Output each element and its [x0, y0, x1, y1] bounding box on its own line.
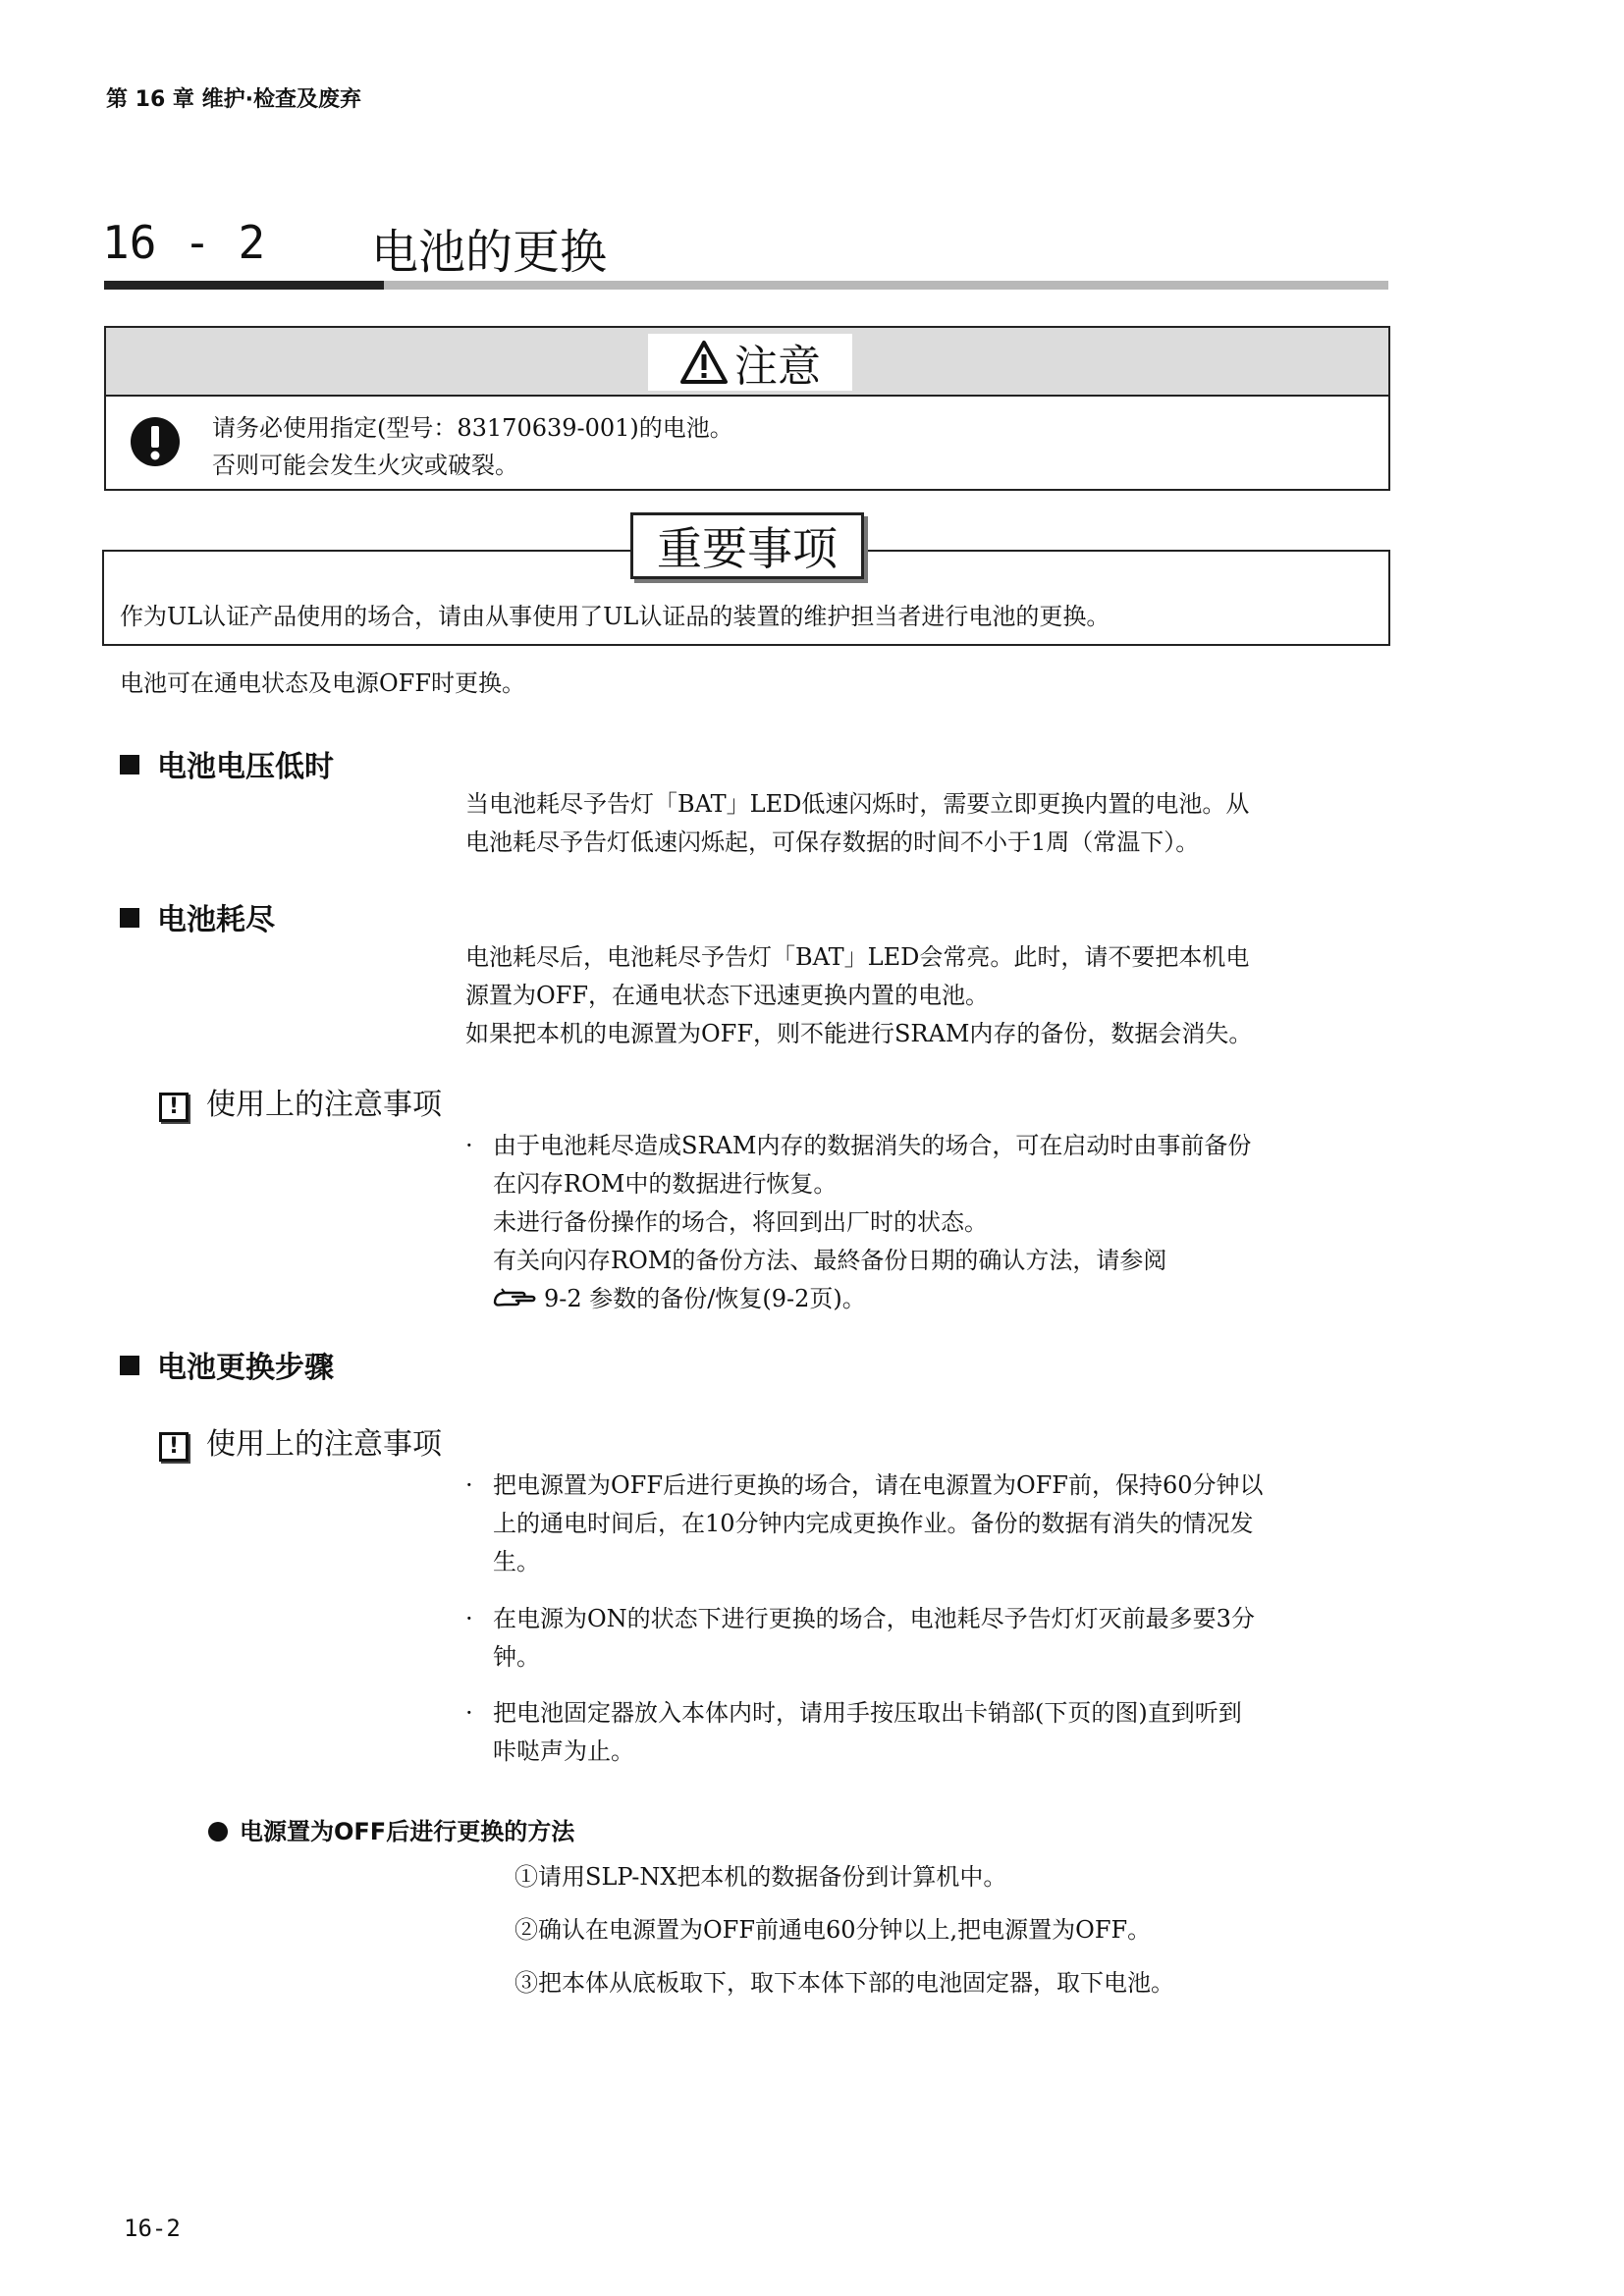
exclamation-box-icon: !	[159, 1093, 189, 1122]
heading-low-voltage-text: 电池电压低时	[157, 750, 334, 784]
bullet-dot: ·	[465, 1132, 473, 1159]
note-heading-text: 使用上的注意事项	[206, 1427, 442, 1462]
heading-low-voltage	[120, 742, 334, 785]
square-bullet-icon	[120, 755, 139, 774]
note1-bullet	[465, 1127, 1388, 1323]
note2-item-1-text	[493, 1467, 1377, 1581]
note2-line: 上的通电时间后，在10分钟内完成更换作业。备份的数据有消失的情况发	[493, 1510, 1254, 1537]
note1-line: 在闪存ROM中的数据进行恢复。	[493, 1170, 838, 1198]
important-label-box	[630, 512, 864, 579]
caution-text-line-1: 请务必使用指定(型号：83170639-001)的电池。	[212, 414, 733, 442]
note2-line: 生。	[493, 1548, 540, 1575]
title-rule-dark	[104, 281, 384, 290]
round-bullet-icon	[208, 1822, 228, 1842]
warning-triangle-icon	[679, 340, 729, 385]
caution-label-wrap	[648, 334, 852, 391]
title-rule-light	[384, 281, 1388, 290]
note-heading-1	[159, 1080, 442, 1123]
chapter-header: 第 16 章 维护·检查及废弃	[106, 87, 361, 112]
note1-text	[493, 1127, 1377, 1318]
note2-line: 把电源置为OFF后进行更换的场合，请在电源置为OFF前，保持60分钟以	[493, 1471, 1264, 1499]
square-bullet-icon	[120, 1356, 139, 1375]
note2-line: 把电池固定器放入本体内时，请用手按压取出卡销部(下页的图)直到听到	[493, 1699, 1242, 1727]
section-number: 16 - 2	[102, 216, 266, 269]
low-voltage-line: 电池耗尽予告灯低速闪烁起，可保存数据的时间不小于1周（常温下）。	[465, 828, 1200, 856]
note2-line: 在电源为ON的状态下进行更换的场合，电池耗尽予告灯灯灭前最多要3分	[493, 1605, 1255, 1632]
caution-body	[106, 397, 1388, 489]
square-bullet-icon	[120, 908, 139, 928]
caution-box	[104, 326, 1390, 491]
note2-bullet-1	[465, 1467, 1388, 1584]
low-voltage-line: 当电池耗尽予告灯「BAT」LED低速闪烁时，需要立即更换内置的电池。从	[465, 790, 1250, 818]
note2-bullet-2	[465, 1600, 1388, 1679]
heading-depleted	[120, 895, 275, 938]
note1-line: 有关向闪存ROM的备份方法、最終备份日期的确认方法，请参阅	[493, 1247, 1167, 1274]
bullet-dot: ·	[465, 1699, 473, 1727]
note2-line: 钟。	[493, 1643, 540, 1671]
exclamation-box-icon: !	[159, 1432, 189, 1462]
step-2: ②确认在电源置为OFF前通电60分钟以上,把电源置为OFF。	[514, 1916, 1152, 1944]
section-title: 电池的更换	[371, 225, 608, 280]
depleted-line: 源置为OFF，在通电状态下迅速更换内置的电池。	[465, 982, 989, 1009]
caution-text-line-2: 否则可能会发生火灾或破裂。	[212, 452, 518, 479]
bullet-dot: ·	[465, 1605, 473, 1632]
note2-item-3-text	[493, 1694, 1377, 1771]
depleted-line: 电池耗尽后，电池耗尽予告灯「BAT」LED会常亮。此时，请不要把本机电	[465, 943, 1250, 971]
low-voltage-paragraph	[465, 785, 1249, 862]
note2-item-2-text	[493, 1600, 1377, 1677]
note1-line: 未进行备份操作的场合，将回到出厂时的状态。	[493, 1208, 988, 1236]
bullet-dot: ·	[465, 1471, 473, 1499]
important-text: 作为UL认证产品使用的场合，请由从事使用了UL认证品的装置的维护担当者进行电池的更换。	[120, 603, 1110, 630]
depleted-paragraph	[465, 938, 1252, 1053]
mandatory-exclamation-icon	[130, 416, 181, 467]
off-method-heading	[208, 1812, 574, 1846]
note2-bullet-3	[465, 1694, 1388, 1773]
note-heading-text: 使用上的注意事项	[206, 1088, 442, 1122]
heading-depleted-text: 电池耗尽	[157, 903, 275, 937]
note-heading-2	[159, 1419, 442, 1463]
off-method-heading-text: 电源置为OFF后进行更换的方法	[240, 1818, 575, 1845]
note1-line: 由于电池耗尽造成SRAM内存的数据消失的场合，可在启动时由事前备份	[493, 1132, 1252, 1159]
caution-header	[106, 328, 1388, 397]
heading-procedure	[120, 1343, 334, 1386]
step-3: ③把本体从底板取下，取下本体下部的电池固定器，取下电池。	[514, 1969, 1174, 1997]
page-number: 16-2	[124, 2215, 181, 2242]
caution-label: 注意	[734, 342, 821, 392]
heading-procedure-text: 电池更换步骤	[157, 1351, 334, 1385]
important-label: 重要事项	[657, 522, 838, 575]
reference-text: 9-2 参数的备份/恢复(9-2页)。	[544, 1285, 866, 1312]
note2-line: 咔哒声为止。	[493, 1737, 634, 1765]
step-1: ①请用SLP-NX把本机的数据备份到计算机中。	[514, 1863, 1007, 1891]
reference-line	[493, 1280, 1377, 1318]
pointing-hand-icon	[493, 1285, 536, 1310]
depleted-line: 如果把本机的电源置为OFF，则不能进行SRAM内存的备份，数据会消失。	[465, 1020, 1253, 1047]
intro-text: 电池可在通电状态及电源OFF时更换。	[120, 669, 525, 697]
